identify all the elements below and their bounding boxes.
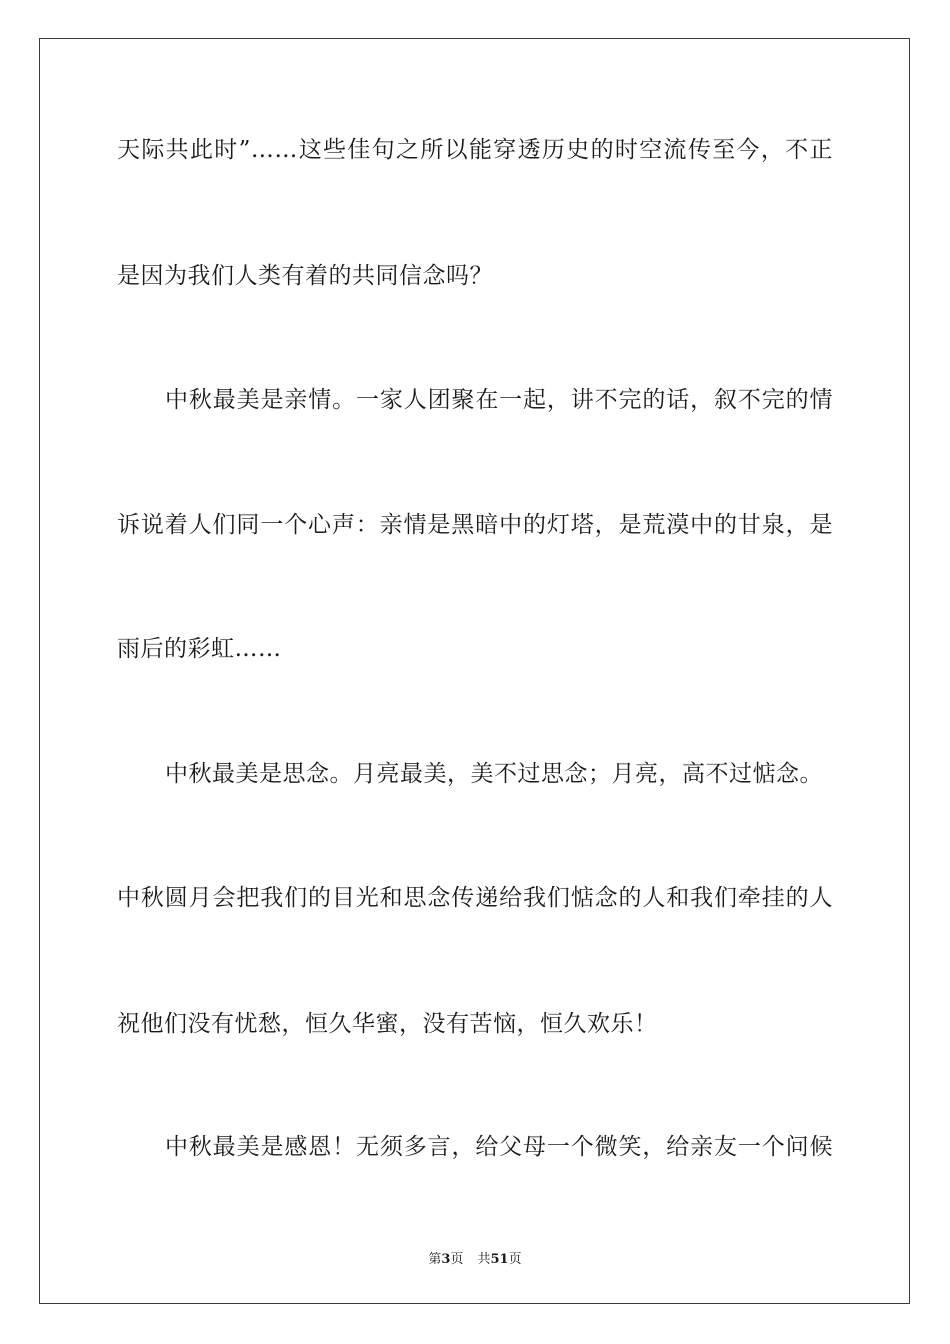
text-line-8: 祝他们没有忧愁，恒久华蜜，没有苦恼，恒久欢乐！	[117, 1011, 658, 1037]
page-suffix: 页	[450, 1252, 464, 1267]
page-border	[39, 38, 910, 1304]
paragraph-start-line: 中秋最美是感恩！无须多言，给父母一个微笑，给亲友一个问候	[165, 1134, 833, 1160]
total-pages: 51	[490, 1252, 509, 1267]
text-line-5: 雨后的彩虹……	[117, 636, 282, 662]
page-footer	[0, 1248, 950, 1267]
paragraph-start-line: 中秋最美是思念。月亮最美，美不过思念；月亮，高不过惦念。	[165, 761, 823, 787]
page-number: 3	[441, 1252, 451, 1267]
text-line-2: 是因为我们人类有着的共同信念吗？	[117, 263, 493, 289]
text-line-4: 诉说着人们同一个心声：亲情是黑暗中的灯塔，是荒漠中的甘泉，是	[117, 512, 833, 538]
total-suffix: 页	[508, 1252, 522, 1267]
total-prefix: 共	[477, 1252, 491, 1267]
text-line-7: 中秋圆月会把我们的目光和思念传递给我们惦念的人和我们牵挂的人	[117, 885, 833, 911]
text-line-1: 天际共此时”……这些佳句之所以能穿透历史的时空流传至今，不正	[117, 137, 833, 163]
paragraph-start-line: 中秋最美是亲情。一家人团聚在一起，讲不完的话，叙不完的情	[165, 387, 833, 413]
page-prefix: 第	[428, 1252, 442, 1267]
